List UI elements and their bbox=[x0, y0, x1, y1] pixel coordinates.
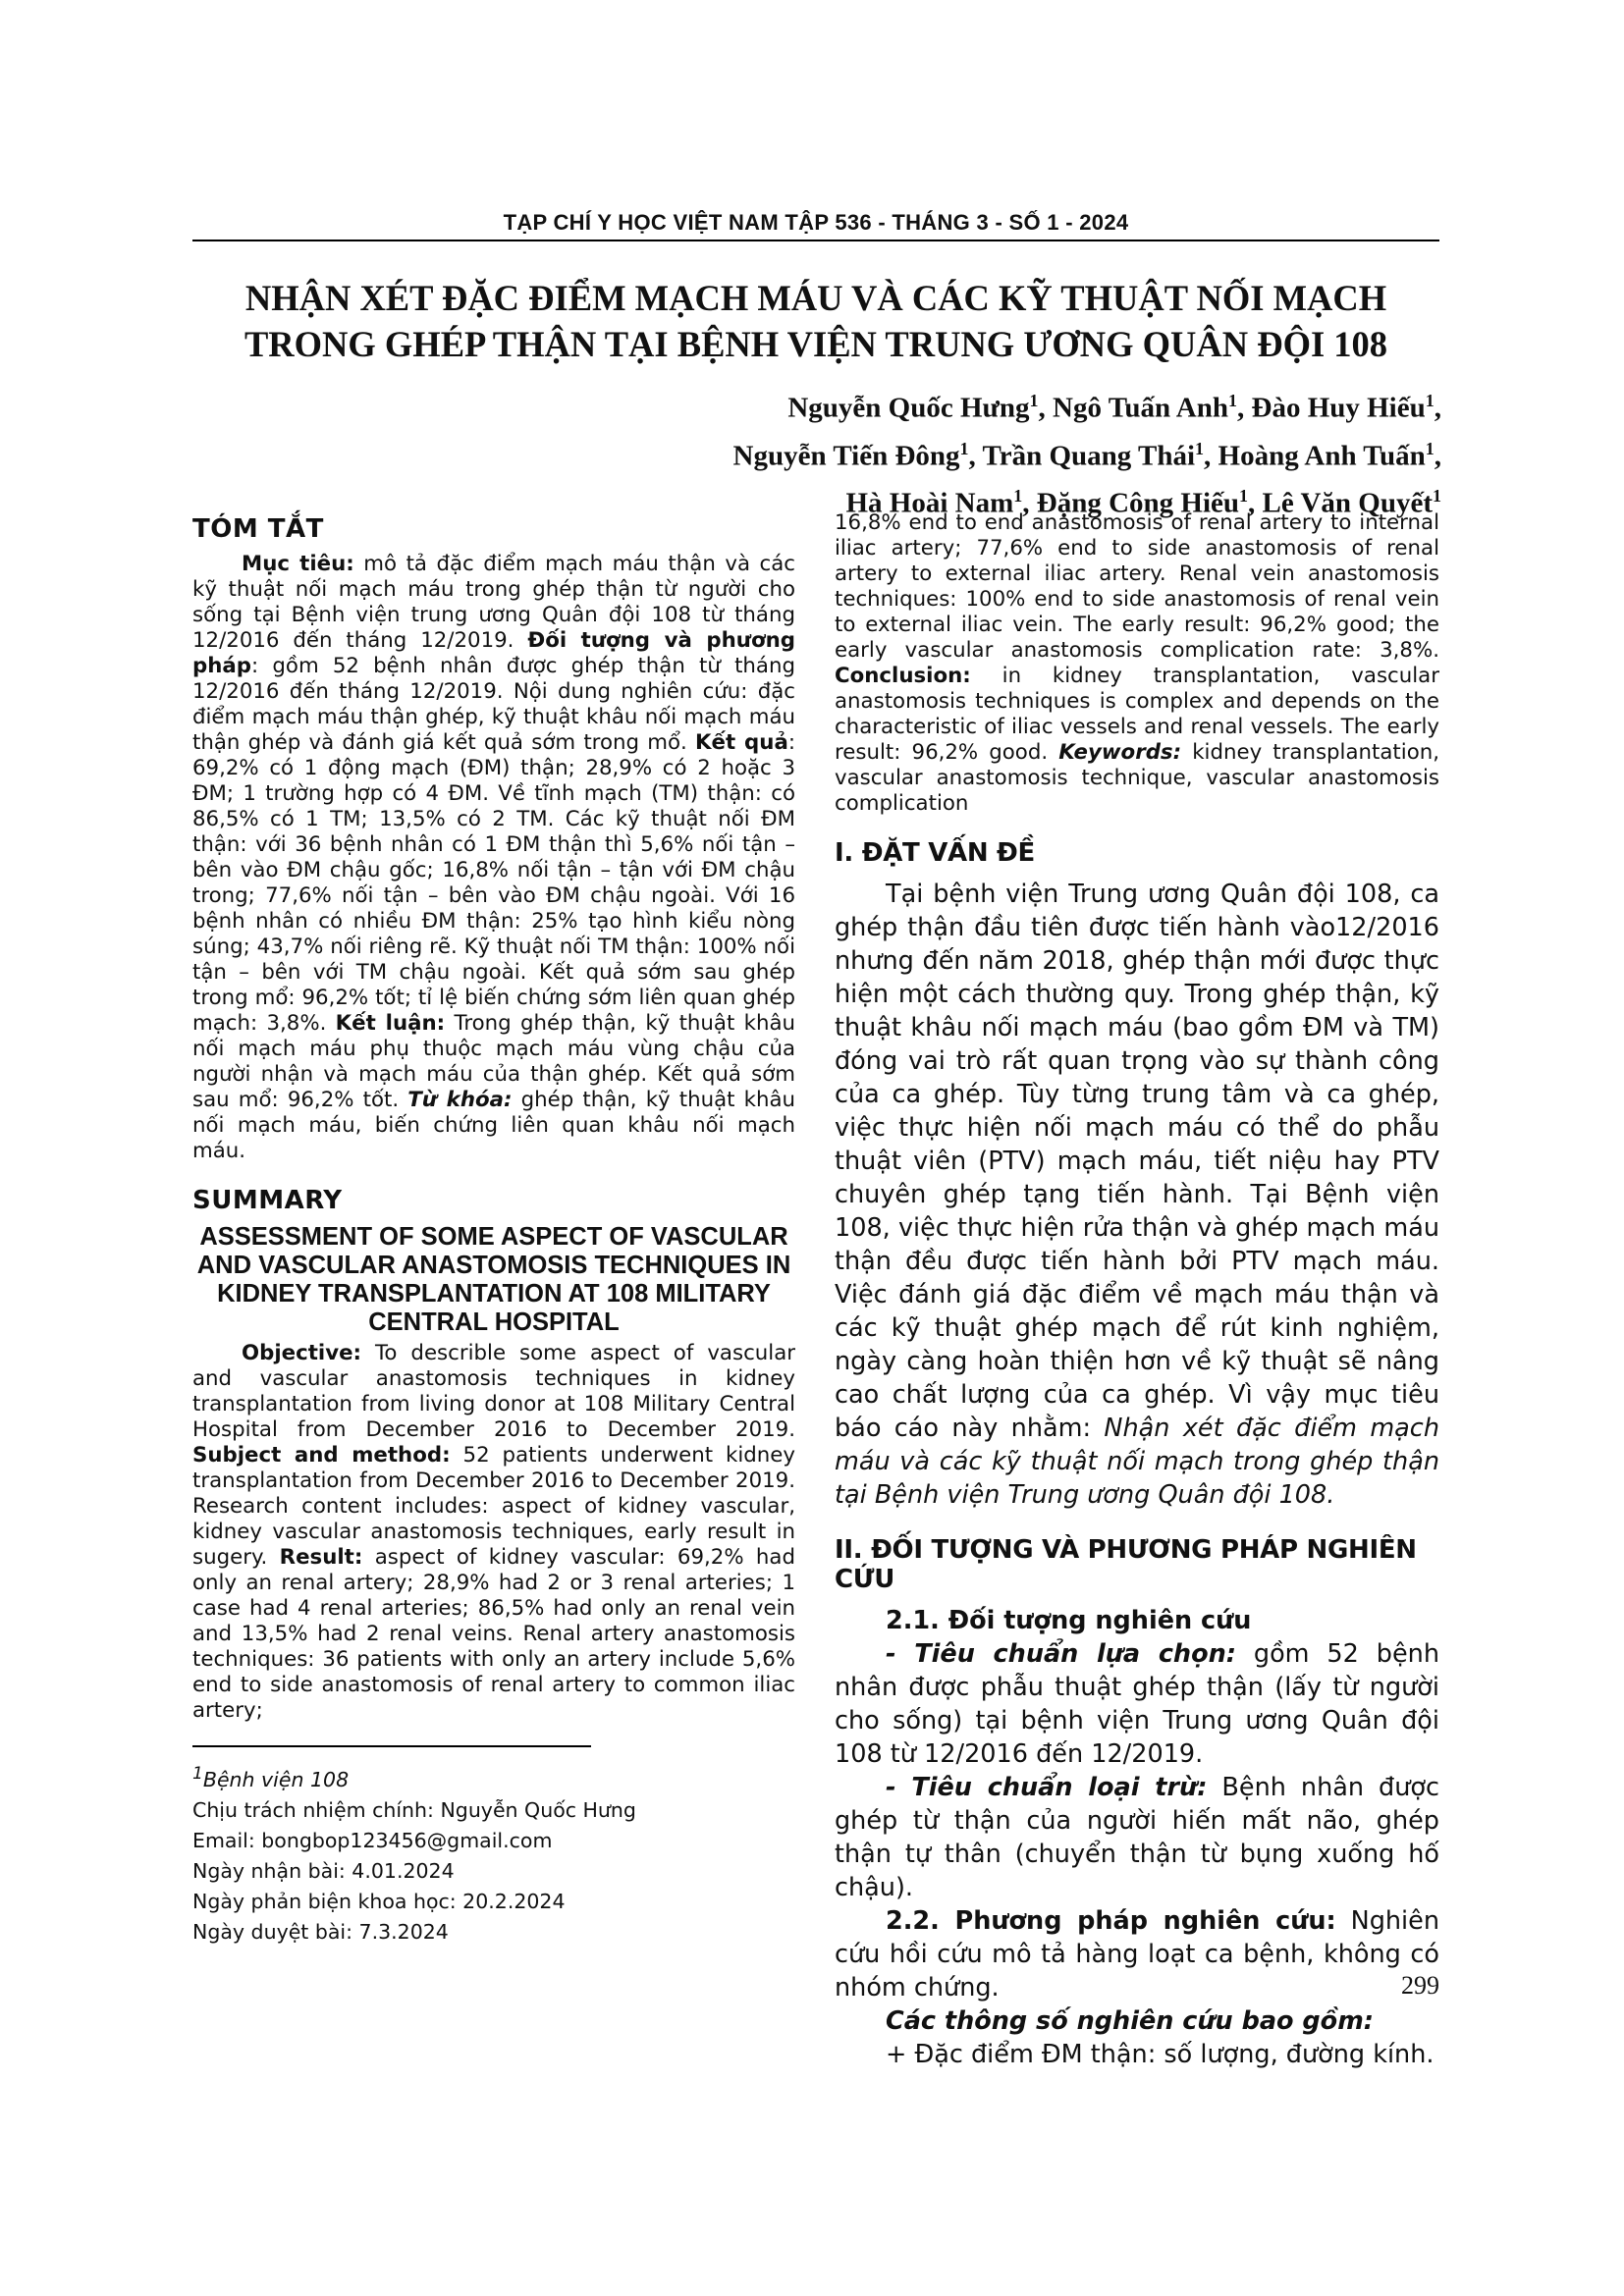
affiliation-mark: 1 bbox=[1228, 391, 1237, 410]
muc-tieu-label: Mục tiêu: bbox=[242, 552, 354, 576]
tomtat-heading: TÓM TẮT bbox=[192, 514, 324, 544]
author-separator: , bbox=[1038, 392, 1054, 424]
doi-tuong-text: : gồm 52 bệnh nhân được ghép thận từ tháng 12/2016 đến tháng 12/2019. Nội dung nghiên cứu: đặc điểm mạch máu thận ghép, kỹ thuật khâu nối mạch máu thận ghép và đánh giá kết quả sớm trong mổ. bbox=[192, 654, 795, 755]
journal-header: TẠP CHÍ Y HỌC VIỆT NAM TẬP 536 - THÁNG 3 - SỐ 1 - 2024 bbox=[503, 210, 1129, 235]
affiliation-mark: 1 bbox=[1029, 391, 1039, 410]
muc-tieu-text: mô tả đặc điểm mạch máu thận và các kỹ thuật nối mạch máu trong ghép thận từ người cho sống tại Bệnh viện trung ương Quân đội 108 từ tháng 12/2016 đến tháng 12/2019. bbox=[192, 552, 795, 653]
ket-luan-text: Trong ghép thận, kỹ thuật khâu nối mạch máu phụ thuộc mạch máu vùng chậu của người nhận và mạch máu của thận ghép. Kết quả sớm sau mổ: 96,2% tốt. bbox=[192, 1011, 795, 1112]
ket-luan-label: Kết luận: bbox=[335, 1011, 446, 1036]
keywords-text: kidney transplantation, vascular anastomosis technique, vascular anastomosis complication bbox=[835, 740, 1439, 816]
affiliation-mark: 1 bbox=[1239, 486, 1249, 507]
tu-khoa-text: ghép thận, kỹ thuật khâu nối mạch máu, biến chứng liên quan khâu nối mạch máu. bbox=[192, 1088, 795, 1163]
param-item-text: + Đặc điểm ĐM thận: số lượng, đường kính. bbox=[886, 2040, 1435, 2069]
footnote-reviewed: Ngày phản biện khoa học: 20.2.2024 bbox=[192, 1889, 566, 1913]
summary-title: ASSESSMENT OF SOME ASPECT OF VASCULAR AND VASCULAR ANASTOMOSIS TECHNIQUES IN KIDNEY TRANSPLANTATION AT 108 MILITARY CENTRAL HOSPITAL bbox=[196, 1223, 791, 1336]
subject-label: Subject and method: bbox=[192, 1443, 451, 1468]
author-name: Đặng Công Hiếu bbox=[1036, 487, 1240, 519]
footnote-mark: 1 bbox=[192, 1764, 203, 1784]
section-1-body bbox=[835, 878, 1439, 1512]
left-column bbox=[192, 510, 795, 1948]
author-name: Hà Hoài Nam bbox=[845, 487, 1014, 519]
section-2-1-title: 2.1. Đối tượng nghiên cứu bbox=[886, 1606, 1252, 1635]
params-heading bbox=[835, 2004, 1439, 2038]
result-text: aspect of kidney vascular: 69,2% had only an renal artery; 28,9% had 2 or 3 renal arteries; 1 case had 4 renal arteries; 86,5% had only an renal vein and 13,5% had 2 renal veins. Renal artery anastomosis techniques: 36 patients with only an artery include 5,6% end to side anastomosis of renal artery to common iliac artery; bbox=[192, 1545, 796, 1723]
author-list bbox=[361, 381, 1441, 524]
author-name: Nguyễn Tiến Đông bbox=[732, 440, 960, 472]
affiliation-mark: 1 bbox=[1433, 486, 1441, 507]
summary-abstract-continued bbox=[835, 510, 1439, 817]
affiliation-text: Bệnh viện 108 bbox=[202, 1767, 350, 1791]
result-text-continued: 16,8% end to end anastomosis of renal artery to internal iliac artery; 77,6% end to side anastomosis of renal artery to external iliac artery. Renal vein anastomosis techniques: 100% end to side anastomosis of renal vein to external iliac vein. The early result: 96,2% good; the early vascular anastomosis complication rate: 3,8%. bbox=[835, 510, 1439, 663]
keywords-label: Keywords: bbox=[1058, 740, 1182, 765]
param-item bbox=[835, 2038, 1439, 2071]
summary-abstract bbox=[192, 1341, 795, 1724]
inclusion-criteria bbox=[835, 1637, 1439, 1771]
title-line-1: NHẬN XÉT ĐẶC ĐIỂM MẠCH MÁU VÀ CÁC KỸ THUẬT NỐI MẠCH bbox=[244, 278, 1387, 318]
footnote-rule bbox=[192, 1745, 591, 1747]
author-separator: , bbox=[1248, 487, 1263, 519]
footnote-accepted: Ngày duyệt bài: 7.3.2024 bbox=[192, 1919, 449, 1944]
author-name: Lê Văn Quyết bbox=[1262, 487, 1433, 519]
section-1-heading: I. ĐẶT VẤN ĐỀ bbox=[835, 838, 1035, 868]
author-name: Hoàng Anh Tuấn bbox=[1218, 440, 1426, 472]
section-2-2-text: Nghiên cứu hồi cứu mô tả hàng loạt ca bệnh, không có nhóm chứng. bbox=[835, 1906, 1439, 2002]
section-2-2-label: 2.2. Phương pháp nghiên cứu: bbox=[886, 1906, 1336, 1936]
affiliation-mark: 1 bbox=[1425, 391, 1435, 410]
author-separator: , bbox=[1434, 440, 1441, 472]
section-2-2 bbox=[835, 1904, 1439, 2004]
article-title bbox=[192, 275, 1439, 367]
author-separator: , bbox=[1237, 392, 1252, 424]
footnote-responsible: Chịu trách nhiệm chính: Nguyễn Quốc Hưng bbox=[192, 1797, 636, 1822]
footnote-affiliation bbox=[192, 1759, 795, 1795]
doi-tuong-label: Đối tượng và phương pháp bbox=[192, 628, 795, 678]
tu-khoa-label: Từ khóa: bbox=[407, 1088, 513, 1112]
ket-qua-label: Kết quả bbox=[695, 730, 788, 755]
affiliation-mark: 1 bbox=[1195, 438, 1205, 458]
params-heading-text: Các thông số nghiên cứu bao gồm: bbox=[886, 2006, 1374, 2036]
summary-heading: SUMMARY bbox=[192, 1186, 343, 1215]
affiliation-mark: 1 bbox=[1013, 486, 1023, 507]
author-separator: , bbox=[1204, 440, 1218, 472]
affiliation-mark: 1 bbox=[1425, 438, 1435, 458]
right-column bbox=[835, 510, 1439, 2071]
author-line-1 bbox=[361, 381, 1441, 429]
author-separator: , bbox=[1022, 487, 1037, 519]
header-rule bbox=[192, 240, 1439, 241]
author-name: Ngô Tuấn Anh bbox=[1053, 392, 1228, 424]
objective-label: Objective: bbox=[242, 1341, 362, 1365]
exclusion-label: - Tiêu chuẩn loại trừ: bbox=[886, 1773, 1208, 1802]
section-2-heading: II. ĐỐI TƯỢNG VÀ PHƯƠNG PHÁP NGHIÊN CỨU bbox=[835, 1535, 1417, 1594]
page-number: 299 bbox=[1401, 1971, 1439, 2000]
author-name: Đào Huy Hiếu bbox=[1251, 392, 1426, 424]
footnote-email: Email: bongbop123456@gmail.com bbox=[192, 1828, 553, 1852]
exclusion-text: Bệnh nhân được ghép từ thận của người hiến mất não, ghép thận tự thân (chuyển thận từ bụng xuống hố chậu). bbox=[835, 1773, 1439, 1902]
section-1-aim: Nhận xét đặc điểm mạch máu và các kỹ thuật nối mạch trong ghép thận tại Bệnh viện Trung ương Quân đội 108. bbox=[835, 1414, 1439, 1510]
inclusion-text: gồm 52 bệnh nhân được phẫu thuật ghép thận (lấy từ người cho sống) tại bệnh viện Trung ương Quân đội 108 từ 12/2016 đến 12/2019. bbox=[835, 1639, 1439, 1769]
subject-text: 52 patients underwent kidney transplantation from December 2016 to December 2019. Research content includes: aspect of kidney vascular, kidney vascular anastomosis techniques, early result in sugery. bbox=[192, 1443, 795, 1570]
inclusion-label: - Tiêu chuẩn lựa chọn: bbox=[886, 1639, 1236, 1669]
section-1-text: Tại bệnh viện Trung ương Quân đội 108, ca ghép thận đầu tiên được tiến hành vào12/2016 nhưng đến năm 2018, ghép thận mới được thực hiện một cách thường quy. Trong ghép thận, kỹ thuật khâu nối mạch máu (bao gồm ĐM và TM) đóng vai trò rất quan trọng vào sự thành công của ca ghép. Tùy từng trung tâm và ca ghép, việc thực hiện nối mạch máu có thể do phẫu thuật viên (PTV) mạch máu, tiết niệu hay PTV chuyên ghép tạng tiến hành. Tại Bệnh viện 108, việc thực hiện rửa thận và ghép mạch máu thận đều được tiến hành bởi PTV mạch máu. Việc đánh giá đặc điểm về mạch máu thận và các kỹ thuật ghép mạch để rút kinh nghiệm, ngày càng hoàn thiện hơn về kỹ thuật sẽ nâng cao chất lượng của ca ghép. Vì vậy mục tiêu báo cáo này nhằm: bbox=[835, 880, 1439, 1443]
affiliation-mark: 1 bbox=[959, 438, 969, 458]
section-2-1-heading bbox=[835, 1604, 1439, 1637]
result-label: Result: bbox=[279, 1545, 363, 1570]
objective-text: To describle some aspect of vascular and vascular anastomosis techniques in kidney transplantation from living donor at 108 Military Central Hospital from December 2016 to December 2019. bbox=[192, 1341, 795, 1442]
conclusion-label: Conclusion: bbox=[835, 664, 971, 688]
conclusion-text: in kidney transplantation, vascular anastomosis techniques is complex and depends on the characteristic of iliac vessels and renal vessels. The early result: 96,2% good. bbox=[835, 664, 1439, 765]
exclusion-criteria bbox=[835, 1771, 1439, 1904]
title-line-2: TRONG GHÉP THẬN TẠI BỆNH VIỆN TRUNG ƯƠNG QUÂN ĐỘI 108 bbox=[244, 324, 1388, 364]
author-line-2 bbox=[361, 429, 1441, 477]
ket-qua-text: : 69,2% có 1 động mạch (ĐM) thận; 28,9% có 2 hoặc 3 ĐM; 1 trường hợp có 4 ĐM. Về tĩnh mạch (TM) thận: có 86,5% có 1 TM; 13,5% có 2 TM. Các kỹ thuật nối ĐM thận: với 36 bệnh nhân có 1 ĐM thận thì 5,6% nối tận – bên vào ĐM chậu gốc; 16,8% nối tận – tận với ĐM chậu trong; 77,6% nối tận – bên vào ĐM chậu ngoài. Với 16 bệnh nhân có nhiều ĐM thận: 25% tạo hình kiểu nòng súng; 43,7% nối riêng rẽ. Kỹ thuật nối TM thận: 100% nối tận – bên với TM chậu ngoài. Kết quả sớm sau ghép trong mổ: 96,2% tốt; tỉ lệ biến chứng sớm liên quan ghép mạch: 3,8%. bbox=[192, 730, 796, 1036]
author-separator: , bbox=[1434, 392, 1441, 424]
author-separator: , bbox=[968, 440, 983, 472]
footnote-received: Ngày nhận bài: 4.01.2024 bbox=[192, 1858, 455, 1883]
tomtat-abstract bbox=[192, 552, 795, 1164]
author-name: Trần Quang Thái bbox=[982, 440, 1196, 472]
author-name: Nguyễn Quốc Hưng bbox=[787, 392, 1030, 424]
